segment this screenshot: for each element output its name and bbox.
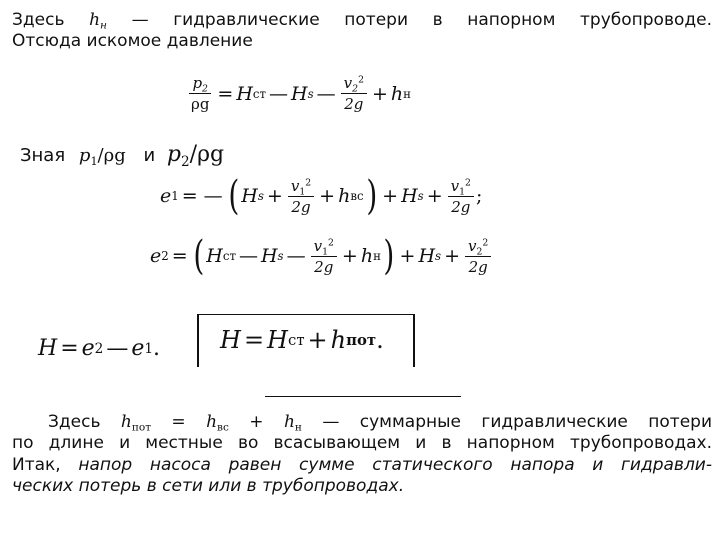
- summary-line-3: Итак, напор насоса равен сумме статического напора и гидравли-: [12, 455, 712, 475]
- fraction-v2: $\frac{v_2^2}{2g}$: [341, 74, 367, 113]
- intro-text-rest: — гидравлические потери в напорном трубопроводе.: [106, 10, 712, 30]
- summary-line-2: по длине и местные во всасывающем и в напорном трубопроводах.: [12, 433, 712, 453]
- intro-line-2: Отсюда искомое давление: [12, 31, 253, 51]
- knowing-line: Зная $p_1/\rho g$ и $p_2/\rho g$: [20, 142, 225, 170]
- divider-rule: [265, 396, 461, 397]
- intro-text: Здесь: [12, 10, 90, 30]
- equation-e1: e 1 = — ( H s + $\frac{v_1^2}{2g}$ + h вс ) + H s + $\frac{v_1^2}{2g}$ ;: [160, 173, 483, 219]
- fraction-p2-rhog: $\frac{p_2}{\rho g}$: [191, 74, 210, 113]
- summary-line-4: ческих потерь в сети или в трубопроводах.: [12, 476, 405, 496]
- h-symbol: $h_н$: [89, 10, 107, 32]
- summary-line-1: Здесь $h_{пот} = h_{вс} + h_н$ — суммарные гидравлические потери: [48, 412, 713, 434]
- equation-head: H = e 2 — e 1 .: [38, 336, 161, 361]
- equation-e2: e 2 = ( H ст — H s — $\frac{v_1^2}{2g}$ + h н ) + H s + $\frac{v_2^2}{2g}$: [150, 236, 493, 276]
- equation-pressure: $\frac{p_2}{\rho g}$ = H ст — H s — $\frac{v_2^2}{2g}$ + h н: [186, 74, 411, 113]
- boxed-result-equation: H = H ст + h пот .: [220, 326, 384, 354]
- intro-line-1: [12, 10, 712, 30]
